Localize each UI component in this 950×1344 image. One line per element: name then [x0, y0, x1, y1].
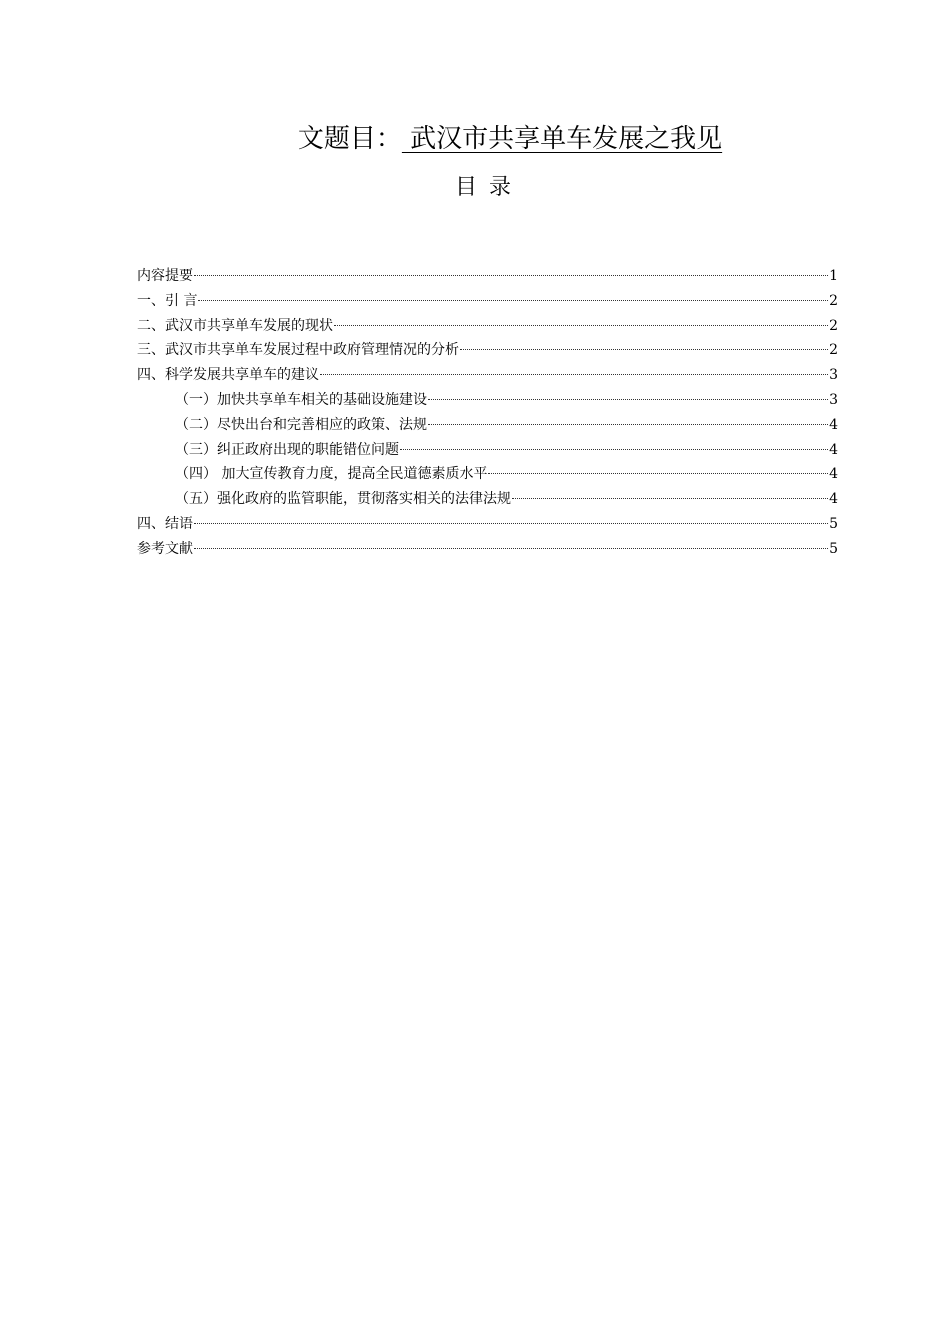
- toc-entry[interactable]: [137, 537, 838, 562]
- toc-entry-text: 二、武汉市共享单车发展的现状: [137, 317, 333, 334]
- dot-leader: [334, 325, 828, 326]
- document-title: [0, 118, 950, 160]
- dot-leader: [488, 473, 828, 474]
- toc-subentry[interactable]: [137, 487, 838, 512]
- dot-leader: [428, 399, 828, 400]
- dot-leader: [320, 374, 828, 375]
- toc-entry-text: 四、科学发展共享单车的建议: [137, 367, 319, 384]
- toc-entry-text: 参考文献: [137, 540, 193, 557]
- toc-entry-page: 4: [829, 416, 838, 433]
- toc-subentry[interactable]: [137, 438, 838, 463]
- toc-entry-text: （二）尽快出台和完善相应的政策、法规: [175, 416, 427, 433]
- toc-entry-page: 4: [829, 441, 838, 458]
- toc-entry-page: 3: [829, 391, 838, 408]
- toc-entry-page: 3: [829, 367, 838, 384]
- toc-entry-text: 四、结语: [137, 515, 193, 532]
- toc-entry-page: 5: [829, 515, 838, 532]
- dot-leader: [428, 424, 828, 425]
- toc-entry[interactable]: [137, 264, 838, 289]
- toc-entry-text: （一）加快共享单车相关的基础设施建设: [175, 391, 427, 408]
- title-lead: 文题目：: [297, 124, 402, 154]
- toc-subentry[interactable]: [137, 388, 838, 413]
- dot-leader: [194, 275, 828, 276]
- toc-entry-page: 4: [829, 466, 838, 483]
- toc-entry-page: 1: [829, 268, 838, 284]
- toc-entry[interactable]: [137, 314, 838, 339]
- dot-leader: [400, 449, 828, 450]
- toc-entry[interactable]: [137, 289, 838, 314]
- toc-entry-text: 内容提要: [137, 268, 193, 284]
- toc-entry[interactable]: [137, 338, 838, 363]
- toc-entry[interactable]: [137, 512, 838, 537]
- toc-heading: 目录: [454, 175, 523, 200]
- toc-subentry[interactable]: [137, 462, 838, 487]
- dot-leader: [460, 349, 828, 350]
- toc-entry-page: 5: [829, 540, 838, 557]
- toc-entry-page: 2: [829, 292, 838, 309]
- title-main: 武汉市共享单车发展之我见: [401, 124, 723, 154]
- toc-entry-page: 2: [829, 317, 838, 334]
- toc-entry-page: 2: [829, 342, 838, 359]
- dot-leader: [194, 548, 828, 549]
- toc-entry[interactable]: [137, 363, 838, 388]
- toc-entry-text: （三）纠正政府出现的职能错位问题: [175, 441, 399, 458]
- toc-entry-page: 4: [829, 491, 838, 508]
- dot-leader: [512, 498, 828, 499]
- toc-entry-text: 三、武汉市共享单车发展过程中政府管理情况的分析: [137, 342, 459, 359]
- dot-leader: [198, 300, 828, 301]
- table-of-contents: [137, 264, 838, 562]
- toc-entry-text: （四） 加大宣传教育力度，提高全民道德素质水平: [175, 466, 488, 483]
- toc-subentry[interactable]: [137, 413, 838, 438]
- dot-leader: [194, 523, 828, 524]
- toc-entry-text: （五）强化政府的监管职能，贯彻落实相关的法律法规: [175, 491, 511, 508]
- toc-entry-text: 一、引 言: [137, 292, 198, 309]
